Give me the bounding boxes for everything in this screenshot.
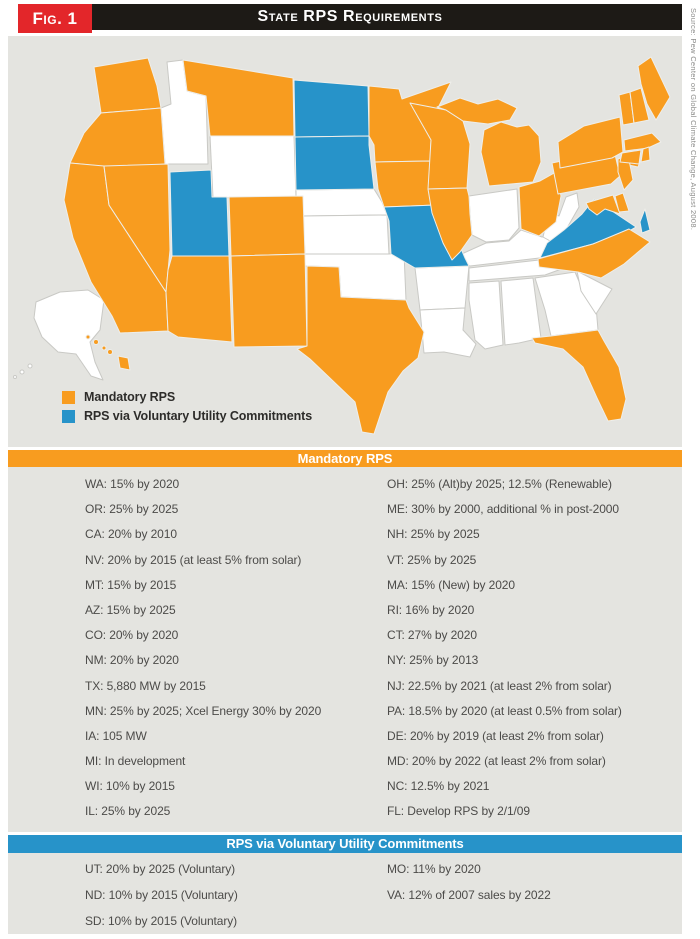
state-ri xyxy=(641,147,650,162)
rps-entry: DE: 20% by 2019 (at least 2% from solar) xyxy=(387,728,604,743)
rps-entry: PA: 18.5% by 2020 (at least 0.5% from solar) xyxy=(387,703,622,718)
rps-entry: CA: 20% by 2010 xyxy=(85,527,177,542)
mandatory-table-left-column xyxy=(85,472,383,825)
state-sd xyxy=(295,136,374,190)
rps-entry: CO: 20% by 2020 xyxy=(85,628,179,643)
rps-entry: FL: Develop RPS by 2/1/09 xyxy=(387,804,530,819)
rps-entry: UT: 20% by 2025 (Voluntary) xyxy=(85,862,236,876)
state-ne xyxy=(296,189,387,216)
rps-entry: WI: 10% by 2015 xyxy=(85,779,175,794)
rps-entry: OH: 25% (Alt)by 2025; 12.5% (Renewable) xyxy=(387,477,612,491)
state-wa xyxy=(94,58,161,113)
rps-entry: NM: 20% by 2020 xyxy=(85,653,179,668)
figure-header xyxy=(18,4,682,30)
mandatory-color-swatch xyxy=(62,391,75,404)
rps-entry: NC: 12.5% by 2021 xyxy=(387,779,490,794)
rps-entry: MT: 15% by 2015 xyxy=(85,577,177,592)
figure-title: State RPS Requirements xyxy=(257,8,443,25)
state-al xyxy=(501,278,541,345)
rps-entry: SD: 10% by 2015 (Voluntary) xyxy=(85,914,238,928)
voluntary-color-swatch xyxy=(62,410,75,423)
rps-entry: IA: 105 MW xyxy=(85,728,147,743)
rps-entry: NY: 25% by 2013 xyxy=(387,653,479,668)
source-note: Source: Pew Center on Global Climate Change, August 2008. xyxy=(689,8,698,231)
state-ms xyxy=(469,281,503,349)
state-ar xyxy=(415,266,469,310)
legend-item-mandatory xyxy=(62,390,312,404)
rps-entry: MN: 25% by 2025; Xcel Energy 30% by 2020 xyxy=(85,703,322,718)
state-ma xyxy=(624,133,661,151)
rps-entry: OR: 25% by 2025 xyxy=(85,502,179,517)
rps-entry: MA: 15% (New) by 2020 xyxy=(387,577,515,592)
state-az xyxy=(166,256,232,342)
state-nd xyxy=(294,80,369,137)
voluntary-table-left-column xyxy=(85,856,383,934)
rps-entry: MI: In development xyxy=(85,754,186,769)
rps-entry: CT: 27% by 2020 xyxy=(387,628,477,643)
state-la xyxy=(420,308,476,357)
voluntary-section-header xyxy=(8,832,682,853)
rps-entry: ND: 10% by 2015 (Voluntary) xyxy=(85,888,238,902)
rps-entry: MD: 20% by 2022 (at least 2% from solar) xyxy=(387,754,606,769)
rps-entry: NV: 20% by 2015 (at least 5% from solar) xyxy=(85,552,302,567)
legend-item-voluntary xyxy=(62,409,312,423)
state-or xyxy=(70,108,165,168)
mandatory-section-title: Mandatory RPS xyxy=(297,451,393,466)
voluntary-section-title: RPS via Voluntary Utility Commitments xyxy=(226,836,464,851)
state-in xyxy=(469,189,519,242)
state-ks xyxy=(303,215,389,254)
mandatory-table-right-column xyxy=(387,472,679,825)
rps-entry: AZ: 15% by 2025 xyxy=(85,602,176,617)
rps-entry: MO: 11% by 2020 xyxy=(387,862,481,876)
rps-entry: WA: 15% by 2020 xyxy=(85,477,180,491)
state-fl xyxy=(532,330,626,421)
us-map xyxy=(8,36,682,448)
rps-entry: ME: 30% by 2000, additional % in post-2000 xyxy=(387,502,619,517)
rps-entry: IL: 25% by 2025 xyxy=(85,804,171,819)
mandatory-section-header xyxy=(8,447,682,467)
figure-panel xyxy=(8,36,682,934)
voluntary-table-right-column xyxy=(387,856,679,908)
state-co xyxy=(229,196,305,256)
rps-entry: RI: 16% by 2020 xyxy=(387,602,475,617)
legend-label-mandatory: Mandatory RPS xyxy=(84,390,176,404)
map-legend xyxy=(62,390,312,428)
rps-entry: NJ: 22.5% by 2021 (at least 2% from solar) xyxy=(387,678,612,693)
legend-label-voluntary: RPS via Voluntary Utility Commitments xyxy=(84,409,313,423)
figure-badge: Fig. 1 xyxy=(18,4,92,33)
state-wy xyxy=(210,136,296,198)
state-ak xyxy=(14,290,105,380)
rps-entry: TX: 5,880 MW by 2015 xyxy=(85,678,206,693)
rps-entry: NH: 25% by 2025 xyxy=(387,527,480,542)
rps-entry: VT: 25% by 2025 xyxy=(387,552,477,567)
rps-entry: VA: 12% of 2007 sales by 2022 xyxy=(387,888,551,902)
state-nm xyxy=(231,254,307,347)
